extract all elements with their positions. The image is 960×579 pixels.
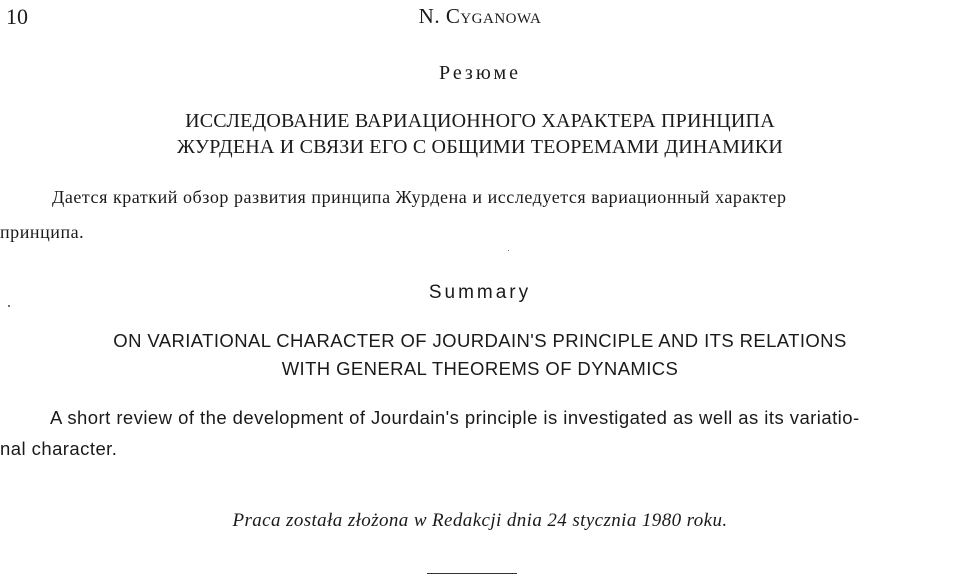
russian-abstract-line-1: Дается краткий обзор развития принципа Журдена и исследуется вариационный характер [52, 187, 787, 207]
english-summary-heading: Summary [428, 282, 532, 303]
running-head-author: Cyganowa [445, 4, 542, 28]
english-title-line-1: ON VARIATIONAL CHARACTER OF JOURDAIN'S PRINCIPLE AND ITS RELATIONS [113, 330, 847, 351]
scan-speck [8, 305, 10, 307]
russian-title-line-2: ЖУРДЕНА И СВЯЗИ ЕГО С ОБЩИМИ ТЕОРЕМАМИ ДИНАМИКИ [177, 136, 783, 158]
english-title-line-2: WITH GENERAL THEOREMS OF DYNAMICS [281, 358, 679, 379]
russian-title-line-1: ИССЛЕДОВАНИЕ ВАРИАЦИОННОГО ХАРАКТЕРА ПРИНЦИПА [185, 110, 775, 132]
running-head [0, 4, 960, 29]
english-abstract-line-1: A short review of the development of Jourdain's principle is investigated as well as its variatio- [50, 407, 860, 428]
running-head-initial: N. [418, 4, 446, 28]
scan-speck [508, 250, 509, 251]
russian-summary-heading: Резюме [438, 62, 522, 84]
submission-note: Praca została złożona w Redakcji dnia 24 stycznia 1980 roku. [232, 510, 728, 531]
bottom-rule [427, 573, 517, 574]
english-abstract-line-2: nal character. [0, 438, 118, 459]
russian-abstract-line-2: принципа. [0, 222, 85, 242]
page-number: 10 [6, 4, 28, 29]
